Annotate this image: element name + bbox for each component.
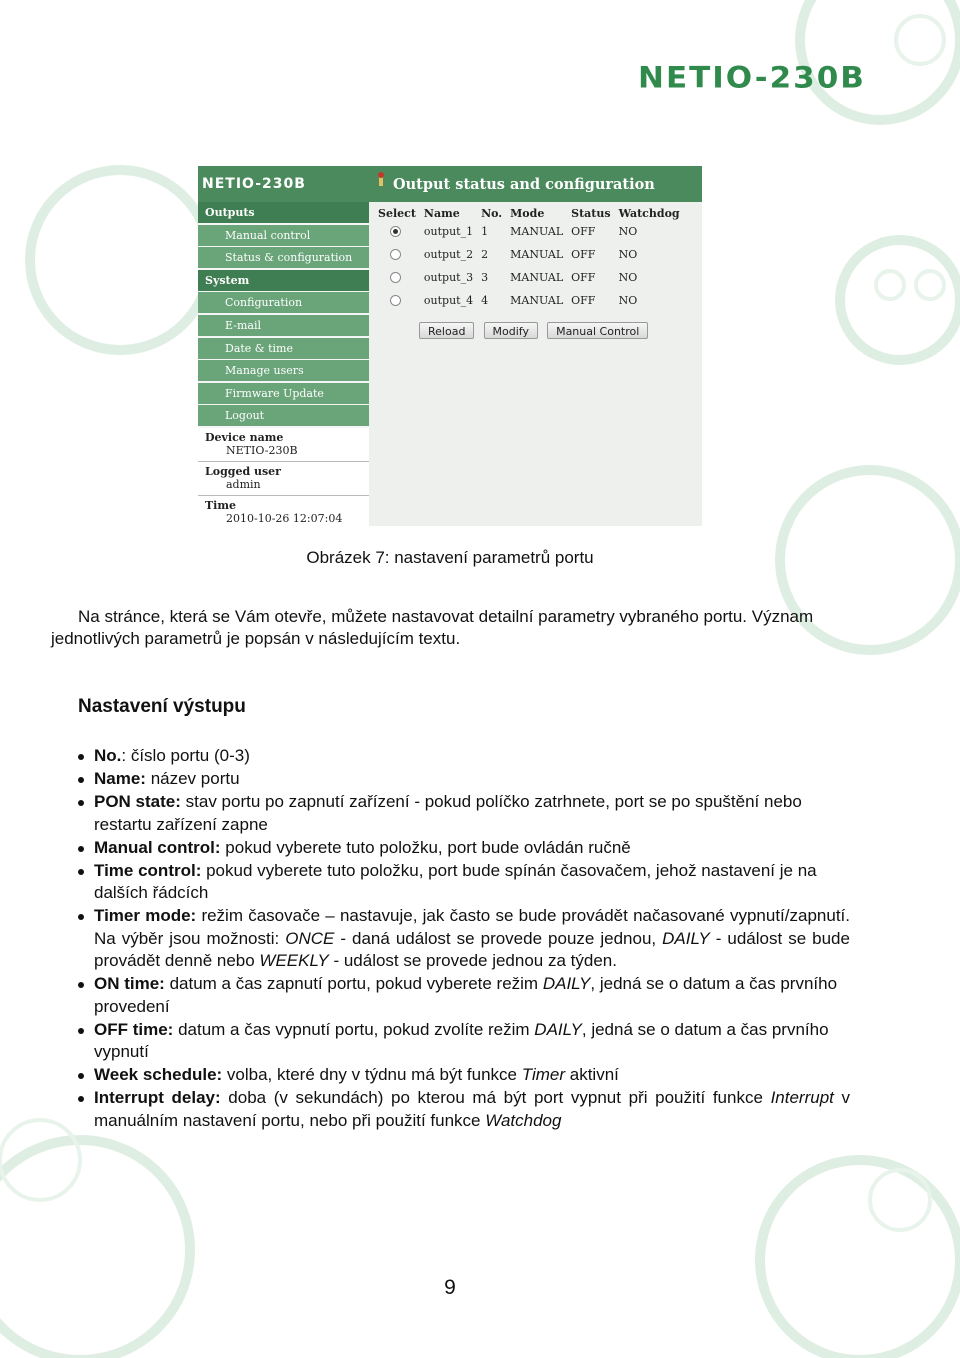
list-item bbox=[78, 1019, 850, 1064]
sidebar-item-status-configuration[interactable]: Status & configuration bbox=[198, 247, 369, 268]
app-logo: NETIO-230B bbox=[198, 166, 369, 202]
param-term: Manual control: bbox=[94, 837, 221, 857]
output-status-cell: OFF bbox=[571, 294, 596, 307]
output-mode-cell: MANUAL bbox=[510, 225, 564, 238]
param-description: aktivní bbox=[565, 1065, 619, 1084]
output-status-cell: OFF bbox=[571, 248, 596, 261]
param-description: stav portu po zapnutí zařízení - pokud políčko zatrhnete, port se po spuštění nebo restartu zařízení zapne bbox=[94, 792, 802, 834]
page-number: 9 bbox=[444, 1276, 456, 1299]
select-radio-cell bbox=[374, 220, 420, 243]
table-row bbox=[374, 266, 684, 289]
figure-caption: Obrázek 7: nastavení parametrů portu bbox=[306, 548, 594, 567]
manual-control-button[interactable]: Manual Control bbox=[547, 322, 648, 339]
select-radio-cell bbox=[374, 266, 420, 289]
logged-user-value: admin bbox=[226, 477, 261, 491]
sidebar-item-manage-users[interactable]: Manage users bbox=[198, 360, 369, 381]
sidebar-section-system: System bbox=[198, 270, 369, 291]
param-description: : číslo portu (0-3) bbox=[121, 746, 250, 765]
table-header-row bbox=[374, 206, 684, 220]
col-name: Name bbox=[423, 206, 460, 220]
list-item bbox=[78, 1064, 850, 1087]
list-item bbox=[78, 973, 850, 1018]
device-name-label: Device name bbox=[205, 430, 284, 444]
col-mode: Mode bbox=[510, 206, 545, 220]
output-status-cell: OFF bbox=[571, 271, 596, 284]
select-radio[interactable] bbox=[390, 295, 401, 306]
list-item bbox=[78, 745, 850, 768]
param-description: pokud vyberete tuto položku, port bude ovládán ručně bbox=[220, 837, 631, 857]
device-name-info bbox=[198, 428, 369, 462]
output-watchdog-cell: NO bbox=[618, 294, 638, 307]
sidebar bbox=[198, 202, 369, 526]
param-term: ON time: bbox=[94, 974, 165, 993]
output-number-cell: 1 bbox=[481, 225, 489, 238]
intro-paragraph: Na stránce, která se Vám otevře, můžete nastavovat detailní parametry vybraného portu. Význam jednotlivých parametrů je popsán v následujícím textu. bbox=[51, 607, 814, 648]
sidebar-item-email[interactable]: E-mail bbox=[198, 315, 369, 336]
list-item bbox=[78, 1087, 850, 1132]
output-name-cell: output_2 bbox=[423, 248, 474, 261]
sidebar-item-logout[interactable]: Logout bbox=[198, 405, 369, 426]
output-mode-cell: MANUAL bbox=[510, 271, 564, 284]
param-description: - událost se bude provádět denně nebo bbox=[94, 928, 850, 970]
param-description: volba, které dny v týdnu má být funkce bbox=[222, 1065, 522, 1084]
output-mode-cell: MANUAL bbox=[510, 248, 564, 261]
param-description: režim časovače – nastavuje, jak často se bude provádět načasované vypnutí/zapnutí. Na výběr jsou možnosti: bbox=[94, 906, 850, 948]
param-description: datum a čas zapnutí portu, pokud vyberete režim bbox=[164, 974, 543, 993]
param-emphasis: Watchdog bbox=[485, 1110, 562, 1130]
sidebar-item-configuration[interactable]: Configuration bbox=[198, 292, 369, 313]
param-description: název portu bbox=[145, 769, 240, 788]
param-description: datum a čas vypnutí portu, pokud zvolíte režim bbox=[173, 1019, 535, 1039]
table-row bbox=[374, 220, 684, 243]
param-term: Interrupt delay: bbox=[94, 1088, 221, 1107]
param-emphasis: ONCE bbox=[285, 928, 335, 948]
output-watchdog-cell: NO bbox=[618, 271, 638, 284]
figure-screenshot bbox=[198, 166, 702, 526]
logged-user-label: Logged user bbox=[205, 464, 281, 478]
param-description: v manuálním nastavení portu, nebo při použití funkce bbox=[94, 1088, 851, 1130]
time-value: 2010-10-26 12:07:04 bbox=[226, 511, 343, 525]
param-description: pokud vyberete tuto položku, port bude spínán časovačem, jehož nastavení je na dalších řádcích bbox=[94, 860, 817, 902]
col-no: No. bbox=[481, 206, 503, 220]
param-term: No. bbox=[94, 746, 122, 765]
tools-icon bbox=[373, 172, 389, 188]
reload-button[interactable]: Reload bbox=[419, 322, 474, 339]
param-emphasis: DAILY bbox=[662, 928, 710, 948]
param-term: PON state: bbox=[94, 792, 181, 811]
list-item bbox=[78, 837, 850, 860]
output-status-cell: OFF bbox=[571, 225, 596, 238]
output-name-cell: output_4 bbox=[423, 294, 474, 307]
select-radio-cell bbox=[374, 243, 420, 266]
output-mode-cell: MANUAL bbox=[510, 294, 564, 307]
col-status: Status bbox=[571, 206, 611, 220]
table-row bbox=[374, 243, 684, 266]
page-title: Output status and configuration bbox=[393, 176, 655, 193]
param-term: Time control: bbox=[94, 860, 202, 880]
page-title-bar bbox=[369, 166, 702, 202]
param-description: - událost se provede jednou za týden. bbox=[328, 951, 617, 970]
sidebar-item-manual-control[interactable]: Manual control bbox=[198, 225, 369, 246]
select-radio-cell bbox=[374, 289, 420, 312]
section-heading: Nastavení výstupu bbox=[78, 696, 246, 717]
select-radio[interactable] bbox=[390, 249, 401, 260]
table-row bbox=[374, 289, 684, 312]
param-term: OFF time: bbox=[94, 1019, 174, 1039]
param-emphasis: Timer bbox=[521, 1065, 566, 1084]
time-label: Time bbox=[205, 498, 237, 512]
parameter-list bbox=[78, 745, 850, 1133]
sidebar-section-outputs: Outputs bbox=[198, 202, 369, 223]
output-number-cell: 3 bbox=[481, 271, 489, 284]
logged-user-info bbox=[198, 462, 369, 496]
select-radio[interactable] bbox=[390, 272, 401, 283]
param-term: Timer mode: bbox=[94, 906, 197, 925]
output-name-cell: output_1 bbox=[423, 225, 474, 238]
param-description: - daná událost se provede pouze jednou, bbox=[334, 928, 663, 948]
brand-logo: NETIO-230B bbox=[638, 60, 866, 96]
output-number-cell: 2 bbox=[481, 248, 489, 261]
col-watchdog: Watchdog bbox=[618, 206, 680, 220]
param-emphasis: Interrupt bbox=[770, 1088, 834, 1107]
list-item bbox=[78, 860, 850, 905]
param-term: Name: bbox=[94, 769, 146, 788]
output-watchdog-cell: NO bbox=[618, 248, 638, 261]
param-term: Week schedule: bbox=[94, 1065, 223, 1084]
list-item bbox=[78, 768, 850, 791]
sidebar-item-firmware-update[interactable]: Firmware Update bbox=[198, 383, 369, 404]
outputs-table bbox=[374, 206, 684, 312]
param-description: , jedná se o datum a čas prvního vypnutí bbox=[94, 1019, 829, 1061]
modify-button[interactable]: Modify bbox=[484, 322, 538, 339]
output-watchdog-cell: NO bbox=[618, 225, 638, 238]
output-number-cell: 4 bbox=[481, 294, 489, 307]
param-emphasis: DAILY bbox=[542, 974, 591, 993]
list-item bbox=[78, 791, 850, 836]
list-item bbox=[78, 905, 850, 973]
param-emphasis: WEEKLY bbox=[259, 951, 329, 970]
device-name-value: NETIO-230B bbox=[226, 443, 298, 457]
col-select: Select bbox=[378, 206, 416, 220]
output-name-cell: output_3 bbox=[423, 271, 474, 284]
param-emphasis: DAILY bbox=[534, 1019, 582, 1039]
sidebar-item-date-time[interactable]: Date & time bbox=[198, 338, 369, 359]
param-description: doba (v sekundách) po kterou má být port vypnut při použití funkce bbox=[220, 1088, 771, 1107]
time-info bbox=[198, 496, 369, 526]
button-bar bbox=[419, 320, 652, 339]
param-description: , jedná se o datum a čas prvního provedení bbox=[94, 974, 838, 1016]
select-radio[interactable] bbox=[390, 226, 401, 237]
